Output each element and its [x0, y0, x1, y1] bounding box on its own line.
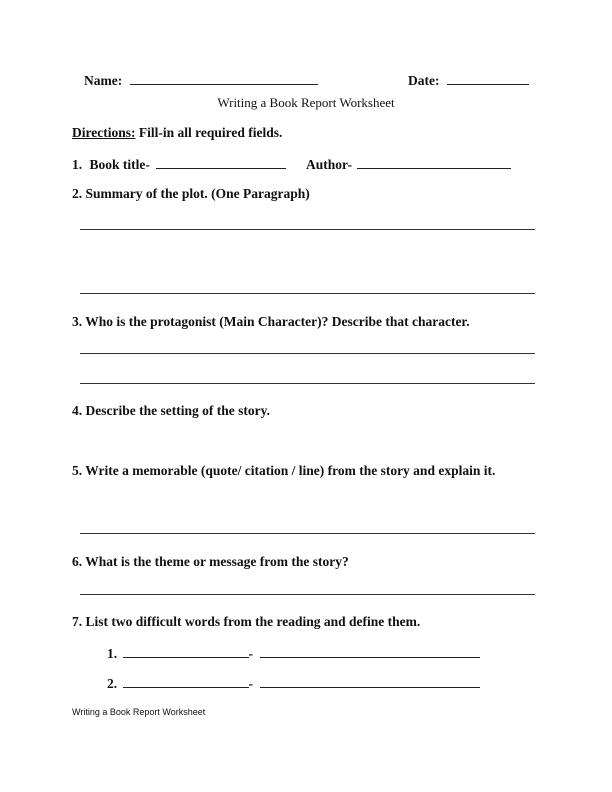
date-label: Date:	[408, 73, 440, 88]
directions	[72, 125, 282, 141]
word-2-separator: -	[248, 676, 253, 691]
word-1-number: 1.	[107, 646, 118, 661]
definition-2-blank[interactable]	[260, 675, 480, 688]
name-blank[interactable]	[130, 72, 318, 85]
answer-line[interactable]	[80, 533, 535, 534]
date-blank[interactable]	[447, 72, 529, 85]
definition-1-blank[interactable]	[260, 645, 480, 658]
question-7: 7. List two difficult words from the reading and define them.	[72, 614, 421, 629]
word-1-blank[interactable]	[123, 645, 249, 658]
date-row	[408, 72, 529, 89]
question-6: 6. What is the theme or message from the story?	[72, 554, 349, 569]
word-row-2	[107, 675, 480, 692]
question-2: 2. Summary of the plot. (One Paragraph)	[72, 186, 310, 201]
author-label: Author-	[306, 157, 352, 172]
answer-line[interactable]	[80, 383, 535, 384]
word-1-separator: -	[248, 646, 253, 661]
answer-line[interactable]	[80, 353, 535, 354]
directions-text: Fill-in all required fields.	[135, 125, 283, 140]
question-1	[72, 156, 286, 173]
question-4: 4. Describe the setting of the story.	[72, 403, 270, 418]
footer: Writing a Book Report Worksheet	[72, 707, 206, 717]
name-row	[84, 72, 318, 89]
word-2-blank[interactable]	[123, 675, 249, 688]
author-blank[interactable]	[357, 156, 511, 169]
answer-line[interactable]	[80, 293, 535, 294]
question-5: 5. Write a memorable (quote/ citation / line) from the story and explain it.	[72, 463, 496, 478]
question-1-number: 1.	[72, 157, 83, 172]
answer-line[interactable]	[80, 229, 535, 230]
directions-label: Directions:	[72, 125, 136, 140]
question-3: 3. Who is the protagonist (Main Character)? Describe that character.	[72, 314, 470, 329]
page-title: Writing a Book Report Worksheet	[217, 95, 395, 110]
book-title-label: Book title-	[89, 157, 150, 172]
book-title-blank[interactable]	[156, 156, 286, 169]
answer-line[interactable]	[80, 594, 535, 595]
name-label: Name:	[84, 73, 123, 88]
word-2-number: 2.	[107, 676, 118, 691]
word-row-1	[107, 645, 480, 662]
author-row	[306, 156, 511, 173]
